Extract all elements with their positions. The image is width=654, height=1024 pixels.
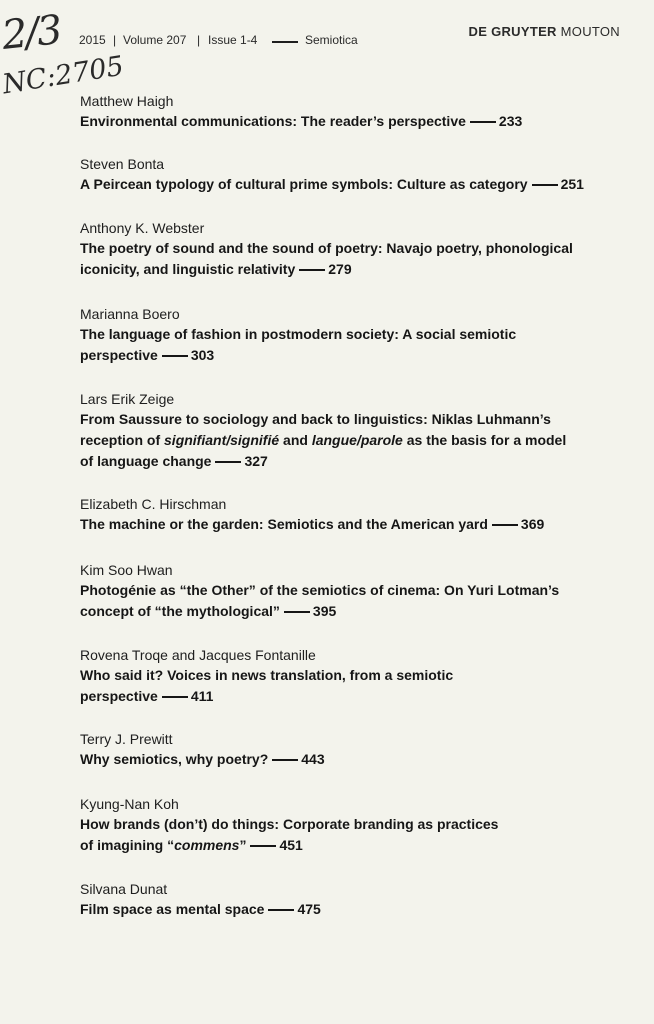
toc-entry bbox=[80, 645, 625, 707]
title-line: Environmental communications: The reader’s perspective bbox=[80, 113, 466, 129]
entry-title[interactable] bbox=[80, 409, 625, 472]
page-dash bbox=[215, 461, 241, 463]
journal-header bbox=[79, 24, 624, 52]
title-line: How brands (don’t) do things: Corporate branding as practices bbox=[80, 816, 499, 832]
title-line: The language of fashion in postmodern society: A social semiotic bbox=[80, 326, 517, 342]
title-line: The machine or the garden: Semiotics and the American yard bbox=[80, 516, 488, 532]
page-dash bbox=[272, 759, 298, 761]
title-text: ” bbox=[239, 837, 247, 853]
handwritten-code: NC:2705 bbox=[0, 50, 126, 101]
entry-author: Terry J. Prewitt bbox=[80, 731, 173, 747]
toc-entry bbox=[80, 218, 625, 280]
page-number: 251 bbox=[560, 176, 584, 192]
publisher-logo bbox=[469, 24, 621, 39]
entry-title[interactable] bbox=[80, 665, 625, 707]
title-line: perspective bbox=[80, 688, 158, 704]
header-issue: Issue 1-4 bbox=[208, 33, 258, 47]
title-line: A Peircean typology of cultural prime symbols: Culture as category bbox=[80, 176, 528, 192]
entry-author: Matthew Haigh bbox=[80, 93, 174, 109]
title-italic-term: langue/parole bbox=[311, 432, 403, 448]
entry-title[interactable] bbox=[80, 514, 625, 535]
entry-title[interactable] bbox=[80, 749, 625, 770]
page-number: 451 bbox=[279, 837, 303, 853]
toc-entry bbox=[80, 304, 625, 366]
page-number: 395 bbox=[312, 603, 337, 619]
page-dash bbox=[470, 121, 496, 123]
title-line: Photogénie as “the Other” of the semiotics of cinema: On Yuri Lotman’s bbox=[80, 582, 560, 598]
toc-entry bbox=[80, 91, 625, 132]
entry-title[interactable] bbox=[80, 580, 625, 622]
page-number: 233 bbox=[498, 113, 523, 129]
toc-entry bbox=[80, 154, 625, 195]
title-italic-term: signifiant/signifié bbox=[164, 432, 280, 448]
entry-title[interactable] bbox=[80, 324, 625, 366]
entry-title[interactable] bbox=[80, 174, 625, 195]
page-number: 411 bbox=[190, 688, 214, 704]
page-dash bbox=[162, 696, 188, 698]
page-number: 475 bbox=[297, 901, 321, 917]
entry-author: Marianna Boero bbox=[80, 306, 180, 322]
entry-title[interactable] bbox=[80, 814, 625, 856]
publisher-name-bold: DE GRUYTER bbox=[468, 24, 557, 39]
entry-author: Elizabeth C. Hirschman bbox=[80, 496, 227, 512]
entry-author: Kyung-Nan Koh bbox=[80, 796, 179, 812]
entry-author: Anthony K. Webster bbox=[80, 220, 205, 236]
title-line: of language change bbox=[80, 453, 212, 469]
title-line: Film space as mental space bbox=[80, 901, 265, 917]
header-year: 2015 bbox=[79, 33, 106, 47]
toc-entry bbox=[80, 729, 625, 770]
header-dash bbox=[272, 41, 298, 43]
entry-author: Silvana Dunat bbox=[80, 881, 168, 897]
page-dash bbox=[162, 355, 188, 357]
title-line: Who said it? Voices in news translation, from a semiotic bbox=[80, 667, 454, 683]
entry-title[interactable] bbox=[80, 238, 625, 280]
title-text: and bbox=[279, 432, 312, 448]
page-dash bbox=[299, 269, 325, 271]
title-line: concept of “the mythological” bbox=[80, 603, 280, 619]
page-dash bbox=[284, 611, 310, 613]
title-text: as the basis for a model bbox=[402, 432, 567, 448]
header-volume: Volume 207 bbox=[123, 33, 187, 47]
page-dash bbox=[250, 845, 276, 847]
page-number: 279 bbox=[328, 261, 352, 277]
header-separator: | bbox=[197, 33, 201, 47]
title-line: Why semiotics, why poetry? bbox=[80, 751, 269, 767]
page-dash bbox=[532, 184, 558, 186]
title-line: perspective bbox=[80, 347, 158, 363]
entry-author: Kim Soo Hwan bbox=[80, 562, 173, 578]
page-number: 327 bbox=[244, 453, 268, 469]
entry-author: Rovena Troqe and Jacques Fontanille bbox=[80, 647, 316, 663]
page-number: 303 bbox=[190, 347, 215, 363]
title-line: The poetry of sound and the sound of poetry: Navajo poetry, phonological bbox=[80, 240, 573, 256]
entry-author: Lars Erik Zeige bbox=[80, 391, 175, 407]
publisher-name-light: MOUTON bbox=[560, 24, 620, 39]
toc-entry bbox=[80, 794, 625, 856]
page-number: 443 bbox=[301, 751, 325, 767]
entry-author: Steven Bonta bbox=[80, 156, 165, 172]
toc-entry bbox=[80, 560, 625, 622]
toc-entry bbox=[80, 494, 625, 535]
title-line: From Saussure to sociology and back to linguistics: Niklas Luhmann’s bbox=[80, 411, 551, 427]
toc-entry bbox=[80, 389, 625, 472]
title-italic-term: commens bbox=[174, 837, 240, 853]
title-line: iconicity, and linguistic relativity bbox=[80, 261, 296, 277]
header-journal: Semiotica bbox=[305, 33, 358, 47]
page-number: 369 bbox=[520, 516, 545, 532]
toc-entry bbox=[80, 879, 625, 920]
page-dash bbox=[268, 909, 294, 911]
page-dash bbox=[492, 524, 518, 526]
title-text: of imagining “ bbox=[80, 837, 175, 853]
header-separator: | bbox=[113, 33, 117, 47]
title-text: reception of bbox=[80, 432, 165, 448]
handwritten-number: 2/3 bbox=[0, 7, 63, 59]
entry-title[interactable] bbox=[80, 111, 625, 132]
entry-title[interactable] bbox=[80, 899, 625, 920]
